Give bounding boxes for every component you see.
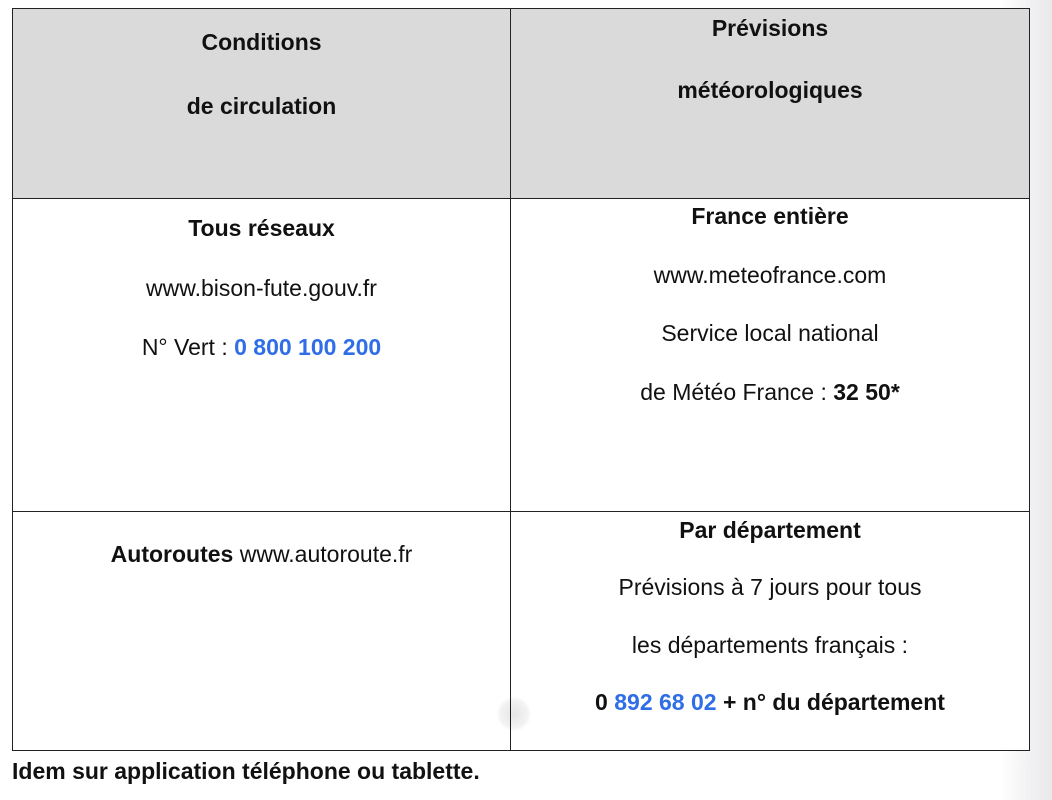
cell-whole-france <box>511 199 1030 512</box>
meteo-france-number: 32 50* <box>833 378 900 405</box>
footer-note: Idem sur application téléphone ou tablette. <box>12 758 480 784</box>
header-traffic-line-2: de circulation <box>186 92 337 119</box>
cell-motorways <box>13 512 511 751</box>
green-number-line <box>142 334 381 362</box>
all-networks-title: Tous réseaux <box>188 215 335 241</box>
meteo-france-number-label: de Météo France : <box>640 378 834 405</box>
meteo-france-number-line <box>640 379 900 407</box>
header-cell-weather <box>511 9 1030 199</box>
national-service-line: Service local national <box>661 320 879 347</box>
info-table <box>12 8 1030 751</box>
header-weather-line-1: Prévisions <box>711 15 829 41</box>
cell-by-department <box>511 512 1030 751</box>
header-weather-line-2: météorologiques <box>677 76 863 103</box>
meteofrance-link[interactable]: www.meteofrance.com <box>653 261 887 288</box>
touch-indicator-icon <box>497 697 531 731</box>
autoroute-link[interactable]: www.autoroute.fr <box>233 540 413 567</box>
department-phone-prefix: 0 <box>595 689 615 716</box>
table-row <box>13 199 1030 512</box>
forecast-7-days-line: Prévisions à 7 jours pour tous <box>618 574 922 601</box>
french-departments-line: les départements français : <box>631 631 909 658</box>
cell-all-networks <box>13 199 511 512</box>
table-header-row <box>13 9 1030 199</box>
header-cell-traffic <box>13 9 511 199</box>
motorways-line <box>111 541 413 569</box>
motorways-title: Autoroutes <box>110 540 234 567</box>
department-phone-line <box>595 689 945 717</box>
header-traffic-line-1: Conditions <box>201 29 322 55</box>
bison-fute-link[interactable]: www.bison-fute.gouv.fr <box>146 274 377 301</box>
whole-france-title: France entière <box>691 203 849 229</box>
green-number-phone-link[interactable]: 0 800 100 200 <box>234 334 382 361</box>
department-phone-link[interactable]: 892 68 02 <box>614 689 717 716</box>
green-number-label: N° Vert : <box>141 334 235 361</box>
by-department-title: Par département <box>679 516 861 543</box>
department-phone-suffix: + n° du département <box>716 689 945 716</box>
